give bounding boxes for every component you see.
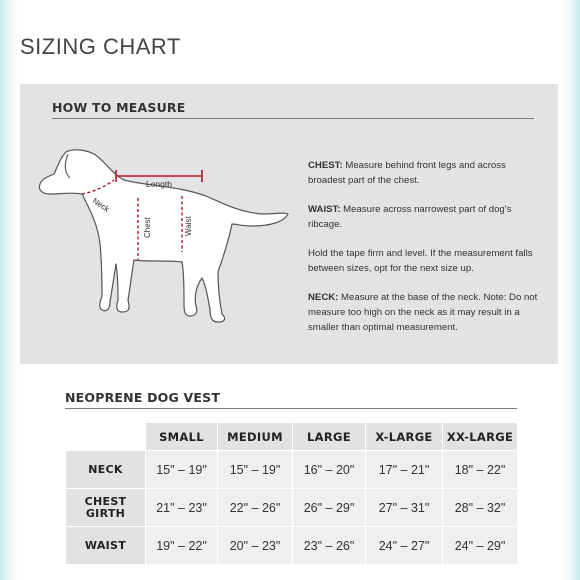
how-to-measure-divider: [52, 118, 534, 119]
how-to-measure-heading: HOW TO MEASURE: [52, 100, 186, 115]
table-cell: 24" – 27": [366, 527, 443, 565]
table-cell: 26" – 29": [293, 489, 366, 527]
size-header: X-LARGE: [366, 423, 443, 451]
size-header: LARGE: [293, 423, 366, 451]
row-header-waist: WAIST: [66, 527, 146, 565]
size-header: MEDIUM: [218, 423, 293, 451]
measure-instructions: [308, 158, 544, 349]
table-cell: 20" – 23": [218, 527, 293, 565]
size-table: [65, 422, 518, 565]
table-cell: 23" – 26": [293, 527, 366, 565]
table-cell: 18" – 22": [443, 451, 518, 489]
chest-instruction: CHEST: Measure behind front legs and across broadest part of the chest.: [308, 160, 506, 186]
table-cell: 24" – 29": [443, 527, 518, 565]
table-cell: 16" – 20": [293, 451, 366, 489]
table-cell: 22" – 26": [218, 489, 293, 527]
size-header-row: [66, 423, 518, 451]
table-cell: 15" – 19": [146, 451, 218, 489]
waist-instruction: WAIST: Measure across narrowest part of dog's ribcage.: [308, 204, 512, 230]
table-cell: 19" – 22": [146, 527, 218, 565]
table-cell: 15" – 19": [218, 451, 293, 489]
page-title: SIZING CHART: [20, 34, 181, 59]
neck-label: Neck: [90, 196, 112, 214]
size-header: XX-LARGE: [443, 423, 518, 451]
waist-label: Waist: [184, 216, 193, 236]
table-cell: 27" – 31": [366, 489, 443, 527]
product-divider: [65, 408, 517, 409]
length-label: Length: [146, 179, 172, 189]
size-header: SMALL: [146, 423, 218, 451]
table-row: [66, 527, 518, 565]
row-header-chest-girth: CHEST GIRTH: [66, 489, 146, 527]
product-heading: NEOPRENE DOG VEST: [65, 390, 221, 405]
table-row: [66, 489, 518, 527]
dog-measurement-diagram: [38, 140, 292, 326]
table-corner: [66, 423, 146, 451]
table-cell: 21" – 23": [146, 489, 218, 527]
table-cell: 17" – 21": [366, 451, 443, 489]
row-header-neck: NECK: [66, 451, 146, 489]
table-row: [66, 451, 518, 489]
neck-instruction: NECK: Measure at the base of the neck. Note: Do not measure too high on the neck as it may result in a smaller than optimal measurement.: [308, 292, 538, 333]
chest-label: Chest: [143, 217, 152, 238]
table-cell: 28" – 32": [443, 489, 518, 527]
tape-instruction: Hold the tape firm and level. If the measurement falls between sizes, opt for the next size up.: [308, 248, 533, 274]
